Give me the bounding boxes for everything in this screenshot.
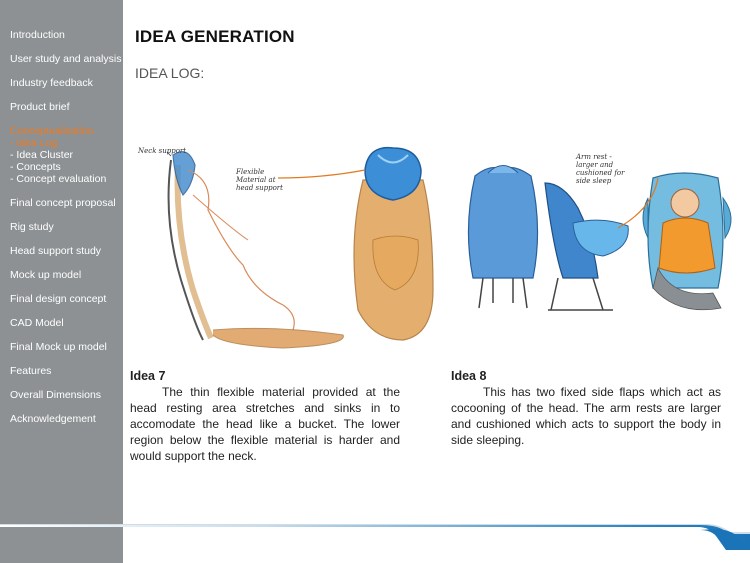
nav-mock-up-model[interactable]: Mock up model (10, 269, 82, 281)
annotation-arm-rest: Arm rest - larger and cushioned for side sleep (576, 153, 625, 185)
nav-final-mock-up-model[interactable]: Final Mock up model (10, 341, 107, 353)
nav-overall-dimensions[interactable]: Overall Dimensions (10, 389, 102, 401)
page-title: IDEA GENERATION (135, 27, 295, 46)
nav-rig-study[interactable]: Rig study (10, 221, 54, 233)
nav-sub-concept-evaluation[interactable]: - Concept evaluation (10, 173, 107, 185)
annotation-flexible-material: Flexible Material at head support (236, 168, 283, 192)
nav-final-design-concept[interactable]: Final design concept (10, 293, 107, 305)
nav-features[interactable]: Features (10, 365, 52, 377)
nav-head-support-study[interactable]: Head support study (10, 245, 102, 257)
idea7-title: Idea 7 (130, 369, 166, 383)
nav-conceptualisation[interactable]: Conceptualisation (10, 125, 94, 137)
sidebar (0, 0, 123, 563)
nav-sub-idea-log[interactable]: - Idea Log (10, 137, 58, 149)
nav-cad-model[interactable]: CAD Model (10, 317, 64, 329)
idea8-title: Idea 8 (451, 369, 487, 383)
nav-sub-idea-cluster[interactable]: - Idea Cluster (10, 149, 74, 161)
nav-product-brief[interactable]: Product brief (10, 101, 70, 113)
annotation-neck-support: Neck support (138, 147, 187, 155)
bottom-decorative-bar (0, 520, 750, 563)
nav-final-concept-proposal[interactable]: Final concept proposal (10, 197, 116, 209)
nav-introduction[interactable]: Introduction (10, 29, 65, 41)
nav-industry-feedback[interactable]: Industry feedback (10, 77, 93, 89)
main-content (123, 0, 750, 563)
nav-acknowledgement[interactable]: Acknowledgement (10, 413, 96, 425)
idea8-description: This has two fixed side flaps which act as cocooning of the head. The arm rests are larger and cushioned which acts to support the body in side sleeping. (451, 385, 721, 447)
nav-sub-concepts[interactable]: - Concepts (10, 161, 61, 173)
idea7-description: The thin flexible material provided at the head resting area stretches and sinks in to accomodate the head like a bucket. The lower region below the flexible material is harder and would support the neck. (130, 385, 400, 463)
section-title: IDEA LOG: (135, 65, 205, 81)
nav-user-study[interactable]: User study and analysis (10, 53, 122, 65)
